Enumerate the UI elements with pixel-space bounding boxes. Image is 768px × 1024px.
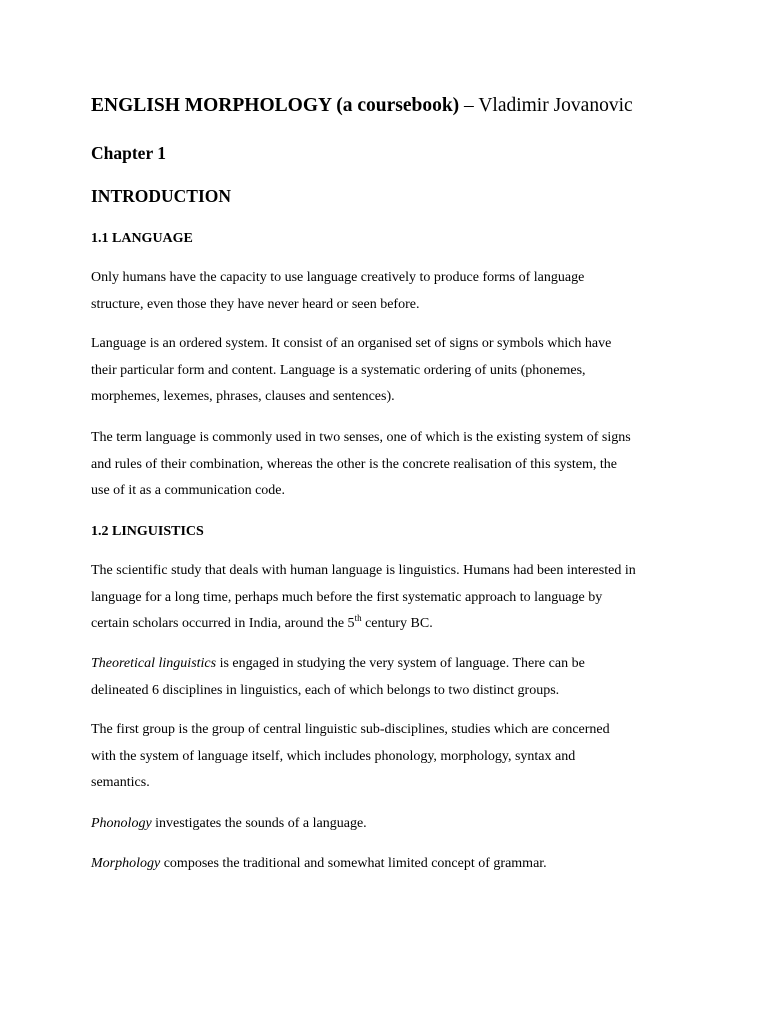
section-heading-linguistics: 1.2 LINGUISTICS xyxy=(91,524,204,539)
text-fragment: investigates the sounds of a language. xyxy=(151,816,367,831)
paragraph-morphology xyxy=(91,851,691,878)
paragraph-linguistics-2 xyxy=(91,651,691,704)
text-line: Language is an ordered system. It consist of an organised set of signs or symbols which have xyxy=(91,336,612,351)
text-line: language for a long time, perhaps much before the first systematic approach to language by xyxy=(91,589,603,605)
text-line: delineated 6 disciplines in linguistics, each of which belongs to two distinct groups. xyxy=(91,682,560,698)
text-line: Only humans have the capacity to use language creatively to produce forms of language xyxy=(91,270,585,285)
text-line: and rules of their combination, whereas the other is the concrete realisation of this system, the xyxy=(91,456,618,472)
paragraph-language-2 xyxy=(91,331,691,411)
text-fragment: certain scholars occurred in India, around the 5 xyxy=(91,616,355,632)
introduction-heading: INTRODUCTION xyxy=(91,186,232,206)
text-line: The term language is commonly used in two senses, one of which is the existing system of signs xyxy=(91,430,631,445)
text-line: morphemes, lexemes, phrases, clauses and sentences). xyxy=(91,389,395,405)
text-line: structure, even those they have never heard or seen before. xyxy=(91,296,420,312)
italic-term: Phonology xyxy=(91,816,152,831)
ordinal-superscript: th xyxy=(354,613,362,624)
document-title xyxy=(91,94,633,118)
paragraph-phonology xyxy=(91,811,691,838)
paragraph-language-1 xyxy=(91,265,691,318)
text-fragment: is engaged in studying the very system of language. There can be xyxy=(216,656,585,671)
text-fragment: century BC. xyxy=(361,616,433,632)
text-line: use of it as a communication code. xyxy=(91,483,285,499)
text-line xyxy=(91,651,691,678)
text-fragment: composes the traditional and somewhat limited concept of grammar. xyxy=(160,856,547,871)
italic-term: Theoretical linguistics xyxy=(91,656,217,671)
text-line xyxy=(91,851,691,878)
paragraph-language-3 xyxy=(91,425,691,505)
text-line: with the system of language itself, which includes phonology, morphology, syntax and xyxy=(91,748,576,764)
paragraph-linguistics-3 xyxy=(91,717,691,797)
text-line: semantics. xyxy=(91,775,150,791)
text-line: The scientific study that deals with human language is linguistics. Humans had been interested in xyxy=(91,563,636,578)
document-title-bold: ENGLISH MORPHOLOGY (a coursebook) xyxy=(91,95,460,116)
document-title-author: – Vladimir Jovanovic xyxy=(459,95,633,116)
text-line: their particular form and content. Language is a systematic ordering of units (phonemes, xyxy=(91,362,586,378)
text-line xyxy=(91,811,691,838)
paragraph-linguistics-1 xyxy=(91,558,691,638)
italic-term: Morphology xyxy=(91,856,161,871)
text-line: The first group is the group of central linguistic sub-disciplines, studies which are concerned xyxy=(91,722,610,737)
section-heading-language: 1.1 LANGUAGE xyxy=(91,231,193,246)
chapter-heading: Chapter 1 xyxy=(91,143,167,163)
text-line xyxy=(91,611,691,638)
